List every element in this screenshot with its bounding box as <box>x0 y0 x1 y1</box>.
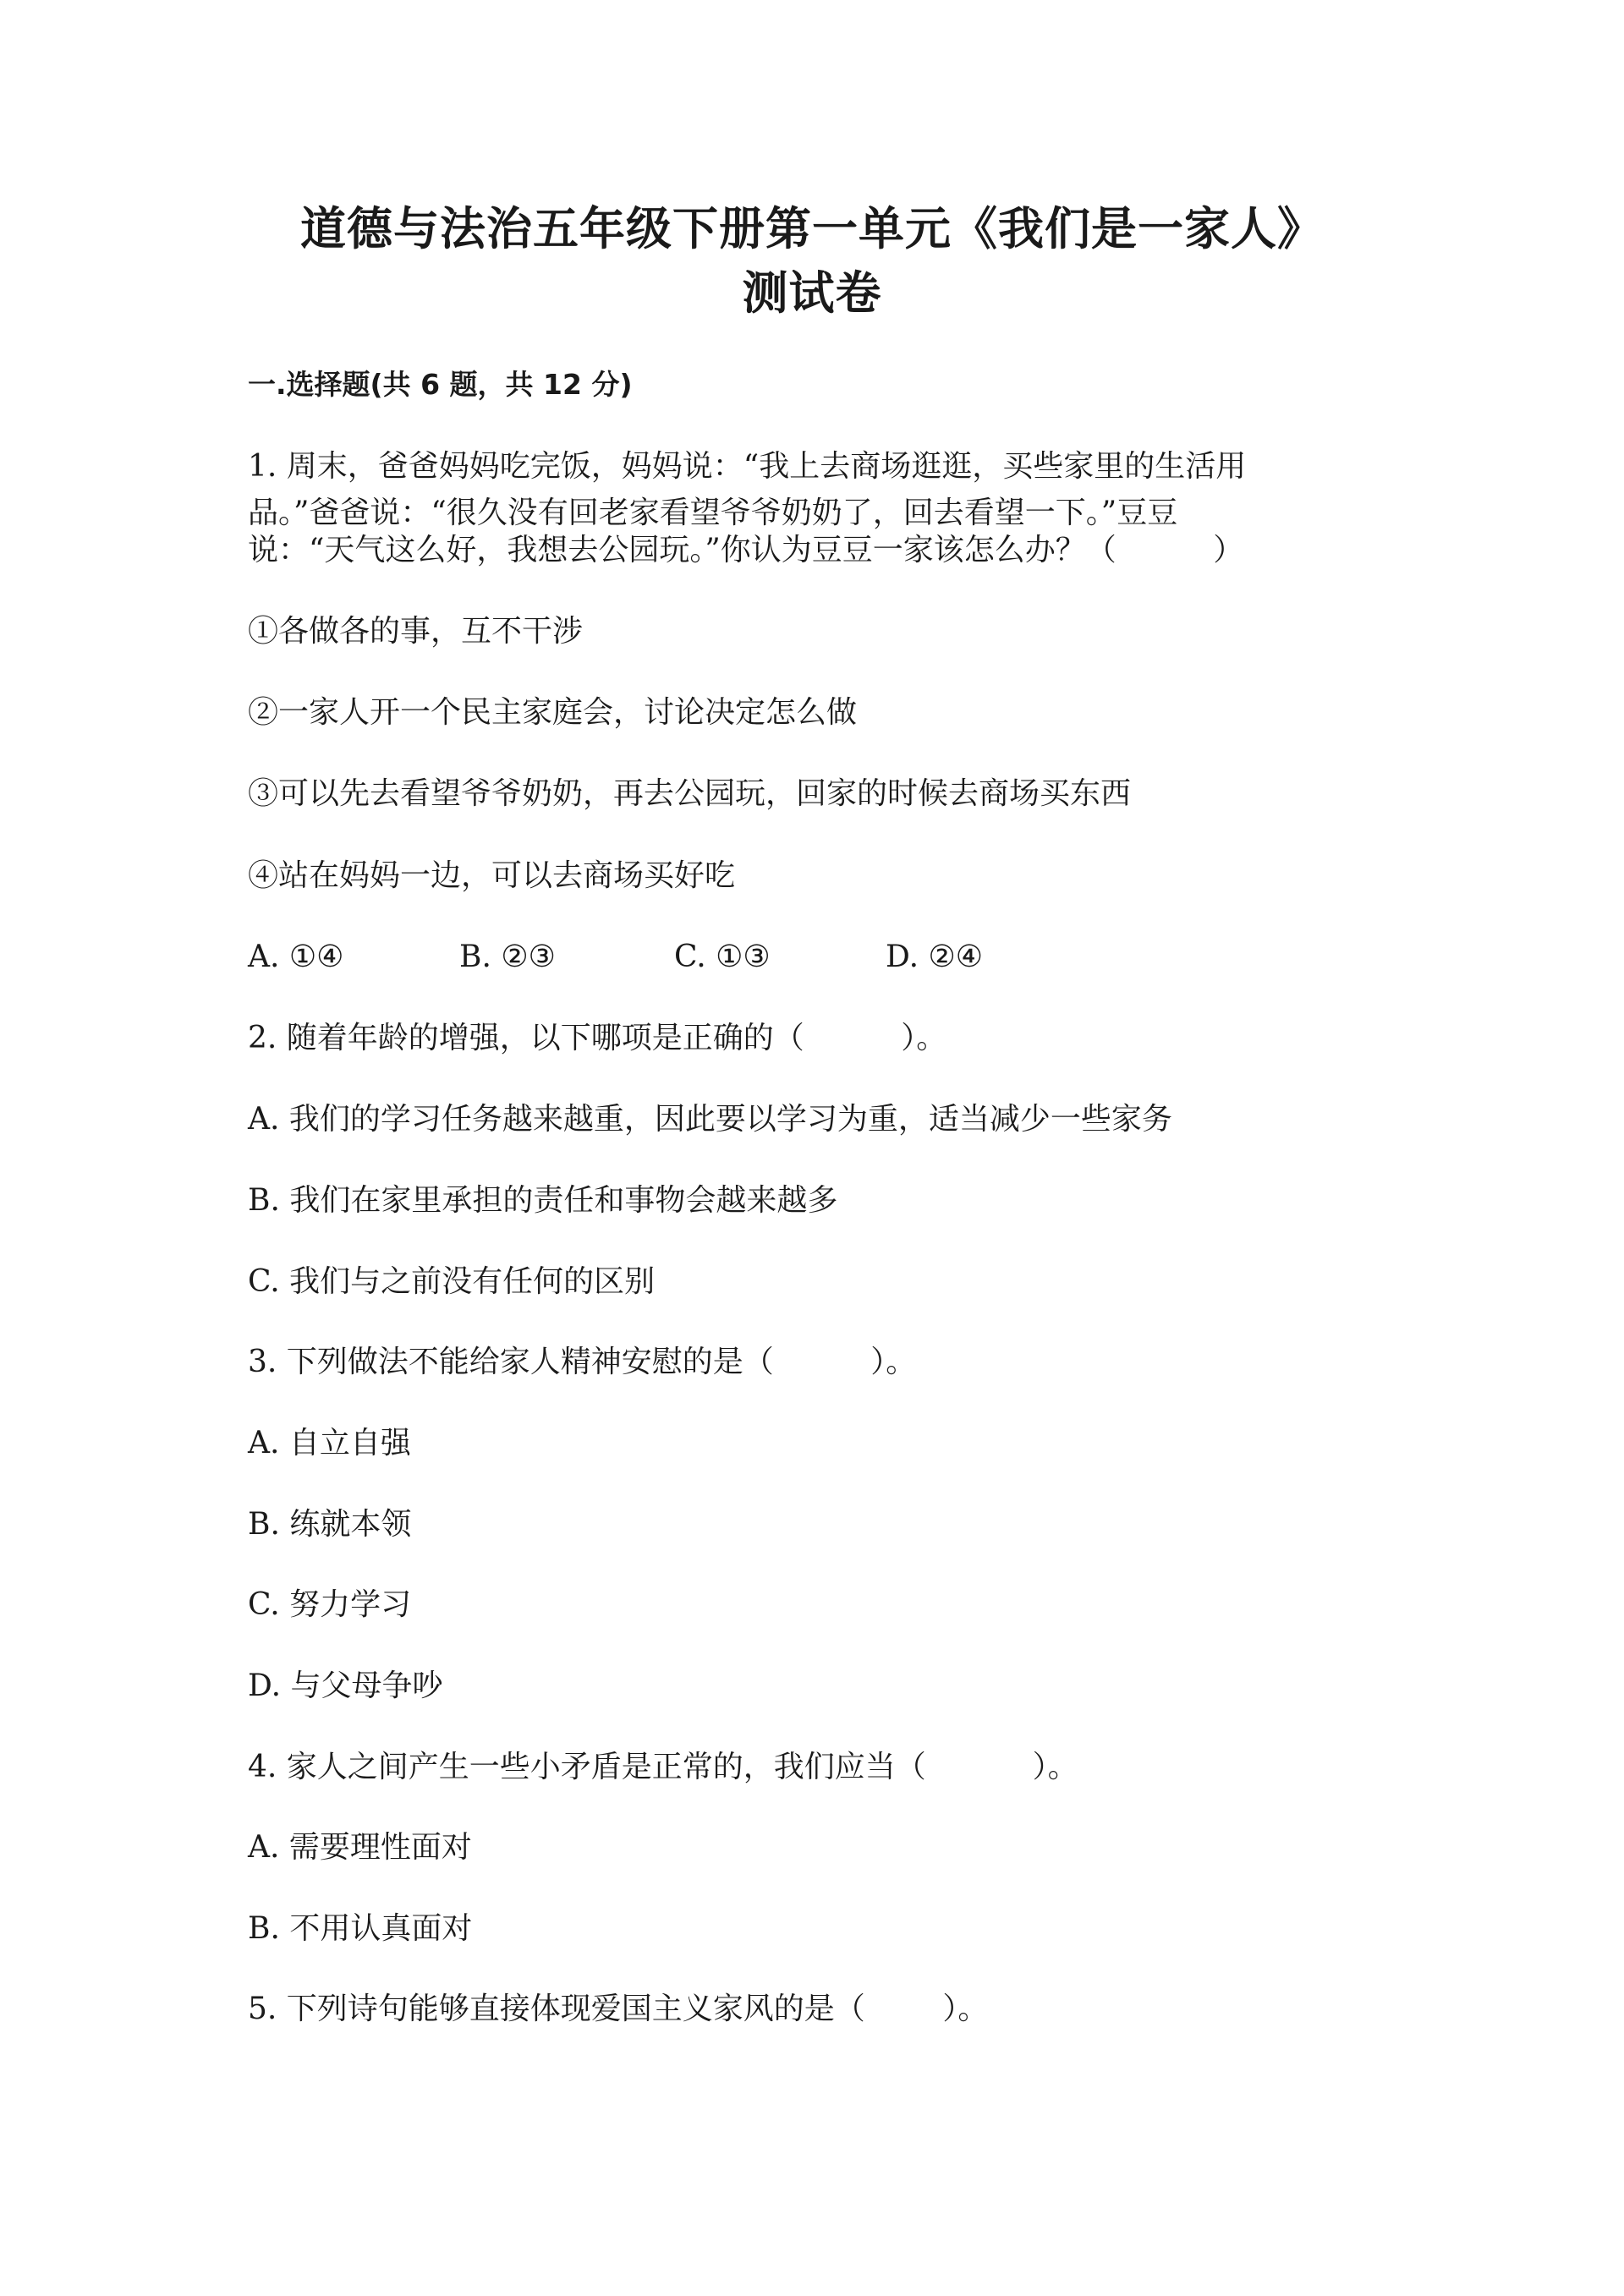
question-1-stem-line-2: 品。”爸爸说：“很久没有回老家看望爷爷奶奶了，回去看望一下。”豆豆 <box>248 496 1178 530</box>
question-1-statement-2: ②一家人开一个民主家庭会，讨论决定怎么做 <box>248 695 858 730</box>
question-1-stem-line-3: 说：“天气这么好，我想去公园玩。”你认为豆豆一家该怎么办？（ ） <box>248 533 1244 567</box>
question-1-option-b[interactable]: B. ②③ <box>459 940 556 974</box>
question-3-option-b[interactable]: B. 练就本领 <box>248 1507 412 1542</box>
question-4-option-a[interactable]: A. 需要理性面对 <box>248 1830 472 1865</box>
question-2-option-b[interactable]: B. 我们在家里承担的责任和事物会越来越多 <box>248 1183 838 1218</box>
question-1-stem-line-1: 1. 周末，爸爸妈妈吃完饭，妈妈说：“我上去商场逛逛，买些家里的生活用 <box>248 449 1247 484</box>
question-1-option-d[interactable]: D. ②④ <box>886 940 984 974</box>
exam-title-line-2: 测试卷 <box>742 266 882 320</box>
section-heading: 一.选择题(共 6 题，共 12 分) <box>248 368 633 401</box>
question-1-option-a[interactable]: A. ①④ <box>248 940 344 974</box>
question-1-statement-4: ④站在妈妈一边，可以去商场买好吃 <box>248 858 736 893</box>
question-2-option-a[interactable]: A. 我们的学习任务越来越重，因此要以学习为重，适当减少一些家务 <box>248 1102 1172 1137</box>
question-4-stem: 4. 家人之间产生一些小矛盾是正常的，我们应当（ ）。 <box>248 1750 1078 1784</box>
question-2-stem: 2. 随着年龄的增强，以下哪项是正确的（ ）。 <box>248 1021 947 1055</box>
question-2-option-c[interactable]: C. 我们与之前没有任何的区别 <box>248 1264 656 1299</box>
question-4-option-b[interactable]: B. 不用认真面对 <box>248 1911 473 1946</box>
question-1-statement-3: ③可以先去看望爷爷奶奶，再去公园玩，回家的时候去商场买东西 <box>248 776 1132 811</box>
exam-title-line-1: 道德与法治五年级下册第一单元《我们是一家人》 <box>300 202 1324 255</box>
question-3-option-c[interactable]: C. 努力学习 <box>248 1587 412 1622</box>
question-3-option-d[interactable]: D. 与父母争吵 <box>248 1669 443 1703</box>
question-3-stem: 3. 下列做法不能给家人精神安慰的是（ ）。 <box>248 1345 917 1379</box>
question-1-statement-1: ①各做各的事，互不干涉 <box>248 614 584 649</box>
question-3-option-a[interactable]: A. 自立自强 <box>248 1426 411 1460</box>
question-5-stem: 5. 下列诗句能够直接体现爱国主义家风的是（ ）。 <box>248 1992 989 2026</box>
question-1-option-c[interactable]: C. ①③ <box>674 940 771 974</box>
